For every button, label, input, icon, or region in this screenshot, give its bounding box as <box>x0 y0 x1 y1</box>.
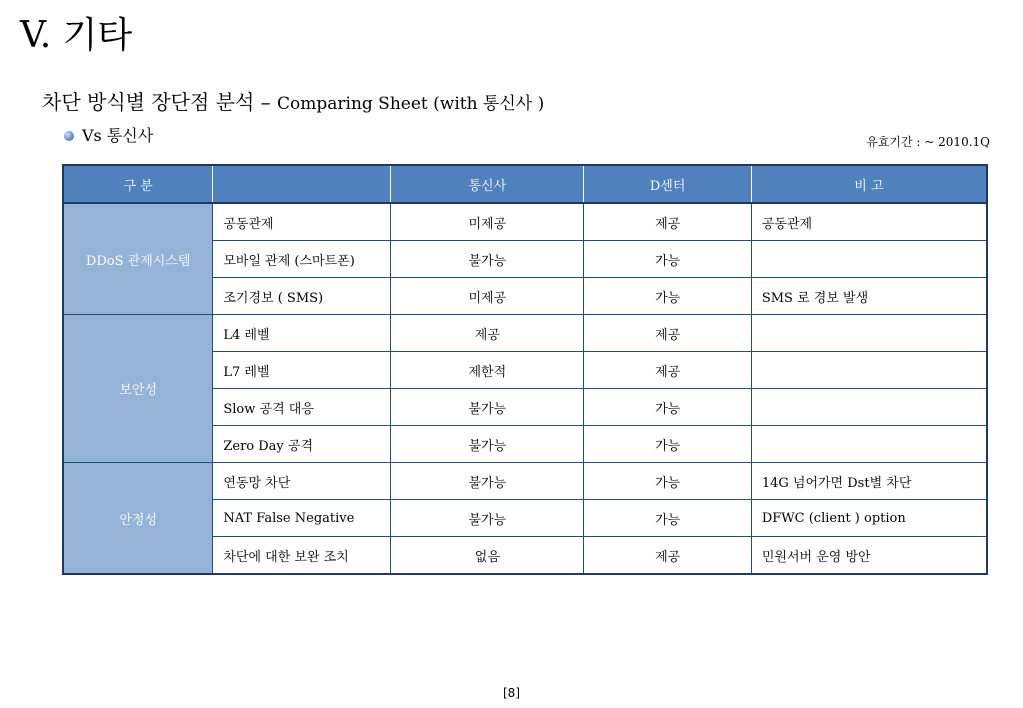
cell-note: 공동관제 <box>751 203 987 241</box>
cell-note: 민원서버 운영 방안 <box>751 537 987 575</box>
cell-carrier: 미제공 <box>391 278 584 315</box>
cell-carrier: 불가능 <box>391 500 584 537</box>
cell-item: Slow 공격 대응 <box>213 389 391 426</box>
bullet-item <box>64 125 153 147</box>
cell-item: Zero Day 공격 <box>213 426 391 463</box>
cell-note <box>751 241 987 278</box>
cell-note <box>751 315 987 352</box>
header-item <box>213 165 391 203</box>
header-category: 구 분 <box>63 165 213 203</box>
cell-note <box>751 426 987 463</box>
cell-item: 차단에 대한 보완 조치 <box>213 537 391 575</box>
cell-carrier: 불가능 <box>391 241 584 278</box>
subtitle-english: Comparing Sheet (with 통신사 ) <box>277 94 545 114</box>
cell-dcenter: 가능 <box>584 389 751 426</box>
table-row <box>63 203 987 241</box>
cell-note: 14G 넘어가면 Dst별 차단 <box>751 463 987 500</box>
table-body <box>63 203 987 574</box>
bullet-text: Vs 통신사 <box>82 126 154 145</box>
subtitle-korean: 차단 방식별 장단점 분석 – <box>42 90 277 114</box>
cell-item: L7 레벨 <box>213 352 391 389</box>
cell-carrier: 미제공 <box>391 203 584 241</box>
cell-dcenter: 제공 <box>584 315 751 352</box>
cell-carrier: 불가능 <box>391 389 584 426</box>
cell-note: SMS 로 경보 발생 <box>751 278 987 315</box>
cell-carrier: 제한적 <box>391 352 584 389</box>
cell-dcenter: 가능 <box>584 241 751 278</box>
cell-dcenter: 제공 <box>584 537 751 575</box>
cell-dcenter: 제공 <box>584 352 751 389</box>
section-subtitle <box>42 88 544 118</box>
cell-item: 공동관제 <box>213 203 391 241</box>
table-row <box>63 315 987 352</box>
page-title: V. 기타 <box>20 15 133 56</box>
cell-item: L4 레벨 <box>213 315 391 352</box>
cell-note <box>751 389 987 426</box>
page-number: [8] <box>503 686 520 700</box>
header-dcenter: D센터 <box>584 165 751 203</box>
cell-item: 연동망 차단 <box>213 463 391 500</box>
cell-carrier: 제공 <box>391 315 584 352</box>
cell-item: 모바일 관제 (스마트폰) <box>213 241 391 278</box>
category-cell: 안정성 <box>63 463 213 575</box>
header-carrier: 통신사 <box>391 165 584 203</box>
cell-dcenter: 가능 <box>584 426 751 463</box>
cell-dcenter: 제공 <box>584 203 751 241</box>
category-cell: DDoS 관제시스템 <box>63 203 213 315</box>
cell-carrier: 불가능 <box>391 426 584 463</box>
cell-item: 조기경보 ( SMS) <box>213 278 391 315</box>
cell-note <box>751 352 987 389</box>
cell-carrier: 없음 <box>391 537 584 575</box>
category-cell: 보안성 <box>63 315 213 463</box>
cell-dcenter: 가능 <box>584 463 751 500</box>
header-note: 비 고 <box>751 165 987 203</box>
comparison-table <box>62 164 988 575</box>
cell-item: NAT False Negative <box>213 500 391 537</box>
cell-dcenter: 가능 <box>584 500 751 537</box>
table-row <box>63 463 987 500</box>
validity-note: 유효기간 : ~ 2010.1Q <box>866 135 990 149</box>
cell-dcenter: 가능 <box>584 278 751 315</box>
cell-note: DFWC (client ) option <box>751 500 987 537</box>
cell-carrier: 불가능 <box>391 463 584 500</box>
bullet-sphere-icon <box>64 131 74 141</box>
table-header-row <box>63 165 987 203</box>
